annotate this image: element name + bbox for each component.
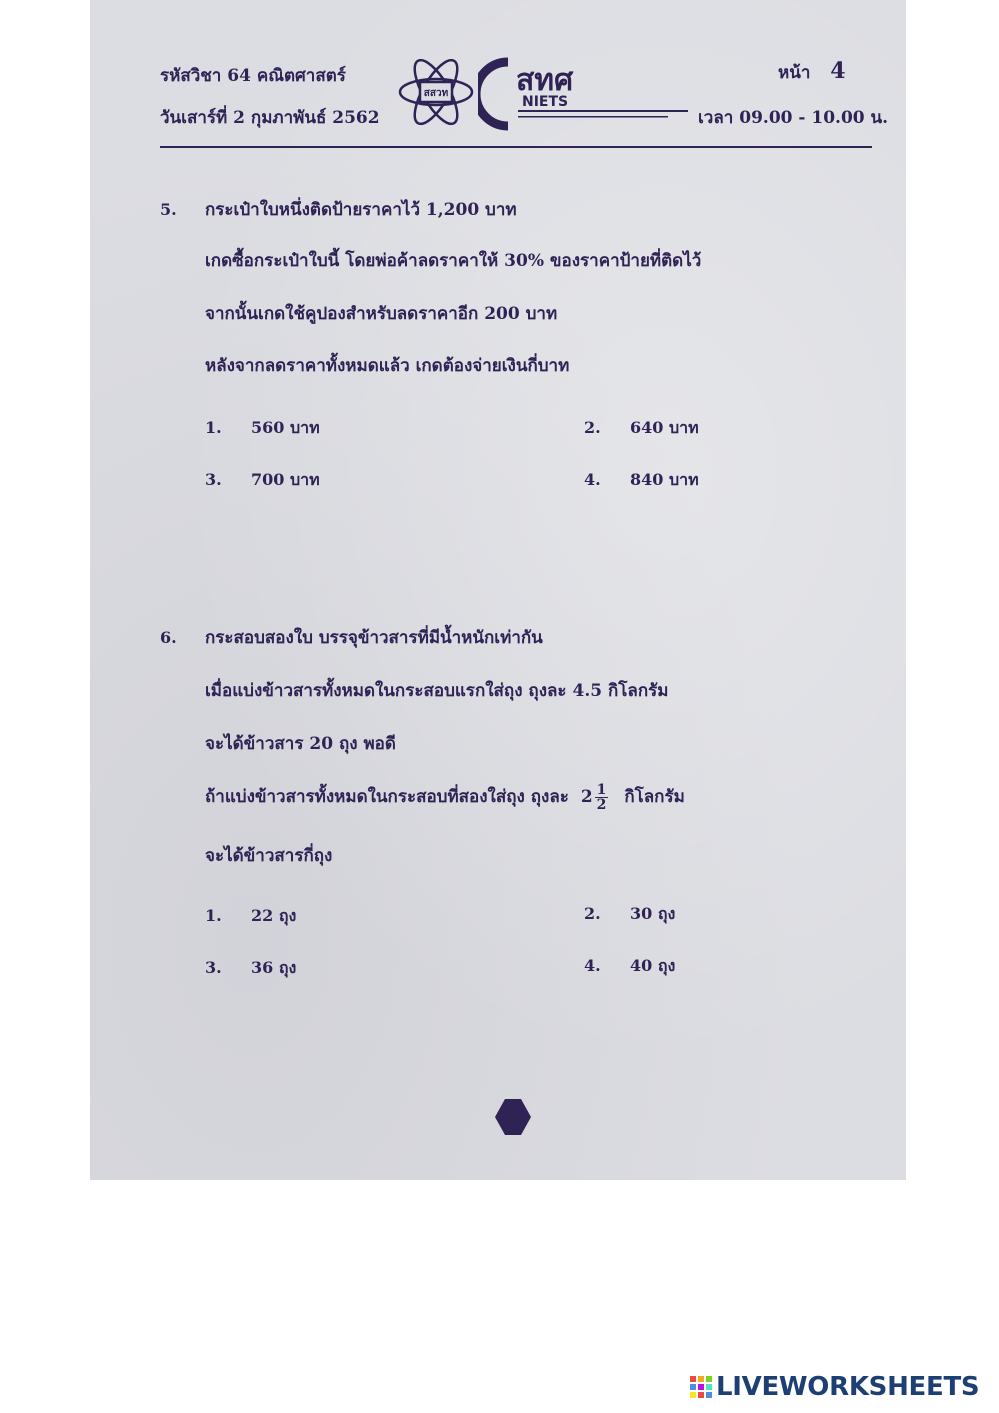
liveworksheets-logo[interactable] — [690, 1372, 979, 1402]
option-text: 30 ถุง — [630, 904, 676, 923]
question-5-line-3: จากนั้นเกดใช้คูปองสำหรับลดราคาอีก 200 บาท — [205, 304, 558, 324]
question-6-line-4 — [205, 783, 685, 812]
question-6-line-4-text: ถ้าแบ่งข้าวสารทั้งหมดในกระสอบที่สองใส่ถุง ถุงละ — [205, 787, 569, 807]
option-text: 640 บาท — [630, 418, 699, 437]
question-5-option-1[interactable] — [205, 416, 320, 441]
niets-logo-sub: NIETS — [522, 94, 569, 110]
question-6-number: 6. — [160, 628, 177, 647]
option-number: 1. — [205, 418, 222, 437]
niets-logo — [478, 54, 698, 134]
mixed-number — [580, 782, 617, 813]
question-6-line-5: จะได้ข้าวสารกี่ถุง — [205, 846, 333, 866]
question-6-line-2: เมื่อแบ่งข้าวสารทั้งหมดในกระสอบแรกใส่ถุง ถุงละ 4.5 กิโลกรัม — [205, 681, 669, 701]
question-5-option-4[interactable] — [584, 468, 699, 493]
option-number: 4. — [584, 470, 601, 489]
option-text: 700 บาท — [251, 470, 320, 489]
option-number: 3. — [205, 958, 222, 977]
mixed-number-unit: กิโลกรัม — [624, 787, 685, 807]
option-text: 36 ถุง — [251, 958, 297, 977]
header-divider — [160, 146, 872, 148]
liveworksheets-text: LIVEWORKSHEETS — [716, 1372, 980, 1402]
option-text: 840 บาท — [630, 470, 699, 489]
option-text: 560 บาท — [251, 418, 320, 437]
mixed-number-whole: 2 — [580, 787, 593, 807]
option-text: 22 ถุง — [251, 906, 297, 925]
scanned-page — [90, 0, 906, 1180]
question-6-option-3[interactable] — [205, 956, 296, 981]
question-5-line-1: กระเป๋าใบหนึ่งติดป้ายราคาไว้ 1,200 บาท — [205, 200, 517, 220]
liveworksheets-grid-icon — [690, 1376, 712, 1398]
question-6-option-1[interactable] — [205, 904, 296, 929]
option-number: 4. — [584, 956, 601, 975]
fraction-numerator: 1 — [596, 782, 607, 798]
question-6-line-3: จะได้ข้าวสาร 20 ถุง พอดี — [205, 734, 396, 754]
ipst-logo-text: สสวท — [423, 88, 449, 99]
question-5-option-3[interactable] — [205, 468, 320, 493]
ipst-logo — [396, 50, 476, 134]
exam-time: เวลา 09.00 - 10.00 น. — [698, 108, 889, 128]
question-5-option-2[interactable] — [584, 416, 699, 441]
exam-date: วันเสาร์ที่ 2 กุมภาพันธ์ 2562 — [160, 108, 380, 128]
question-5-number: 5. — [160, 200, 177, 219]
option-number: 2. — [584, 904, 601, 923]
page-number: 4 — [830, 58, 846, 84]
option-number: 1. — [205, 906, 222, 925]
niets-logo-thai: สทศ — [516, 63, 574, 98]
page-indicator — [778, 58, 846, 86]
question-6-option-4[interactable] — [584, 954, 675, 979]
option-number: 2. — [584, 418, 601, 437]
hexagon-marker-icon — [494, 1098, 532, 1136]
fraction-denominator: 2 — [596, 797, 607, 813]
subject-code: รหัสวิชา 64 คณิตศาสตร์ — [160, 66, 346, 86]
fraction — [595, 783, 609, 812]
option-number: 3. — [205, 470, 222, 489]
question-6-line-1: กระสอบสองใบ บรรจุข้าวสารที่มีน้ำหนักเท่ากัน — [205, 628, 543, 648]
question-5-line-4: หลังจากลดราคาทั้งหมดแล้ว เกดต้องจ่ายเงินกี่บาท — [205, 356, 570, 376]
question-6-option-2[interactable] — [584, 902, 675, 927]
option-text: 40 ถุง — [630, 956, 676, 975]
page-label: หน้า — [778, 63, 811, 83]
question-5-line-2: เกดซื้อกระเป๋าใบนี้ โดยพ่อค้าลดราคาให้ 30% ของราคาป้ายที่ติดไว้ — [205, 251, 702, 271]
